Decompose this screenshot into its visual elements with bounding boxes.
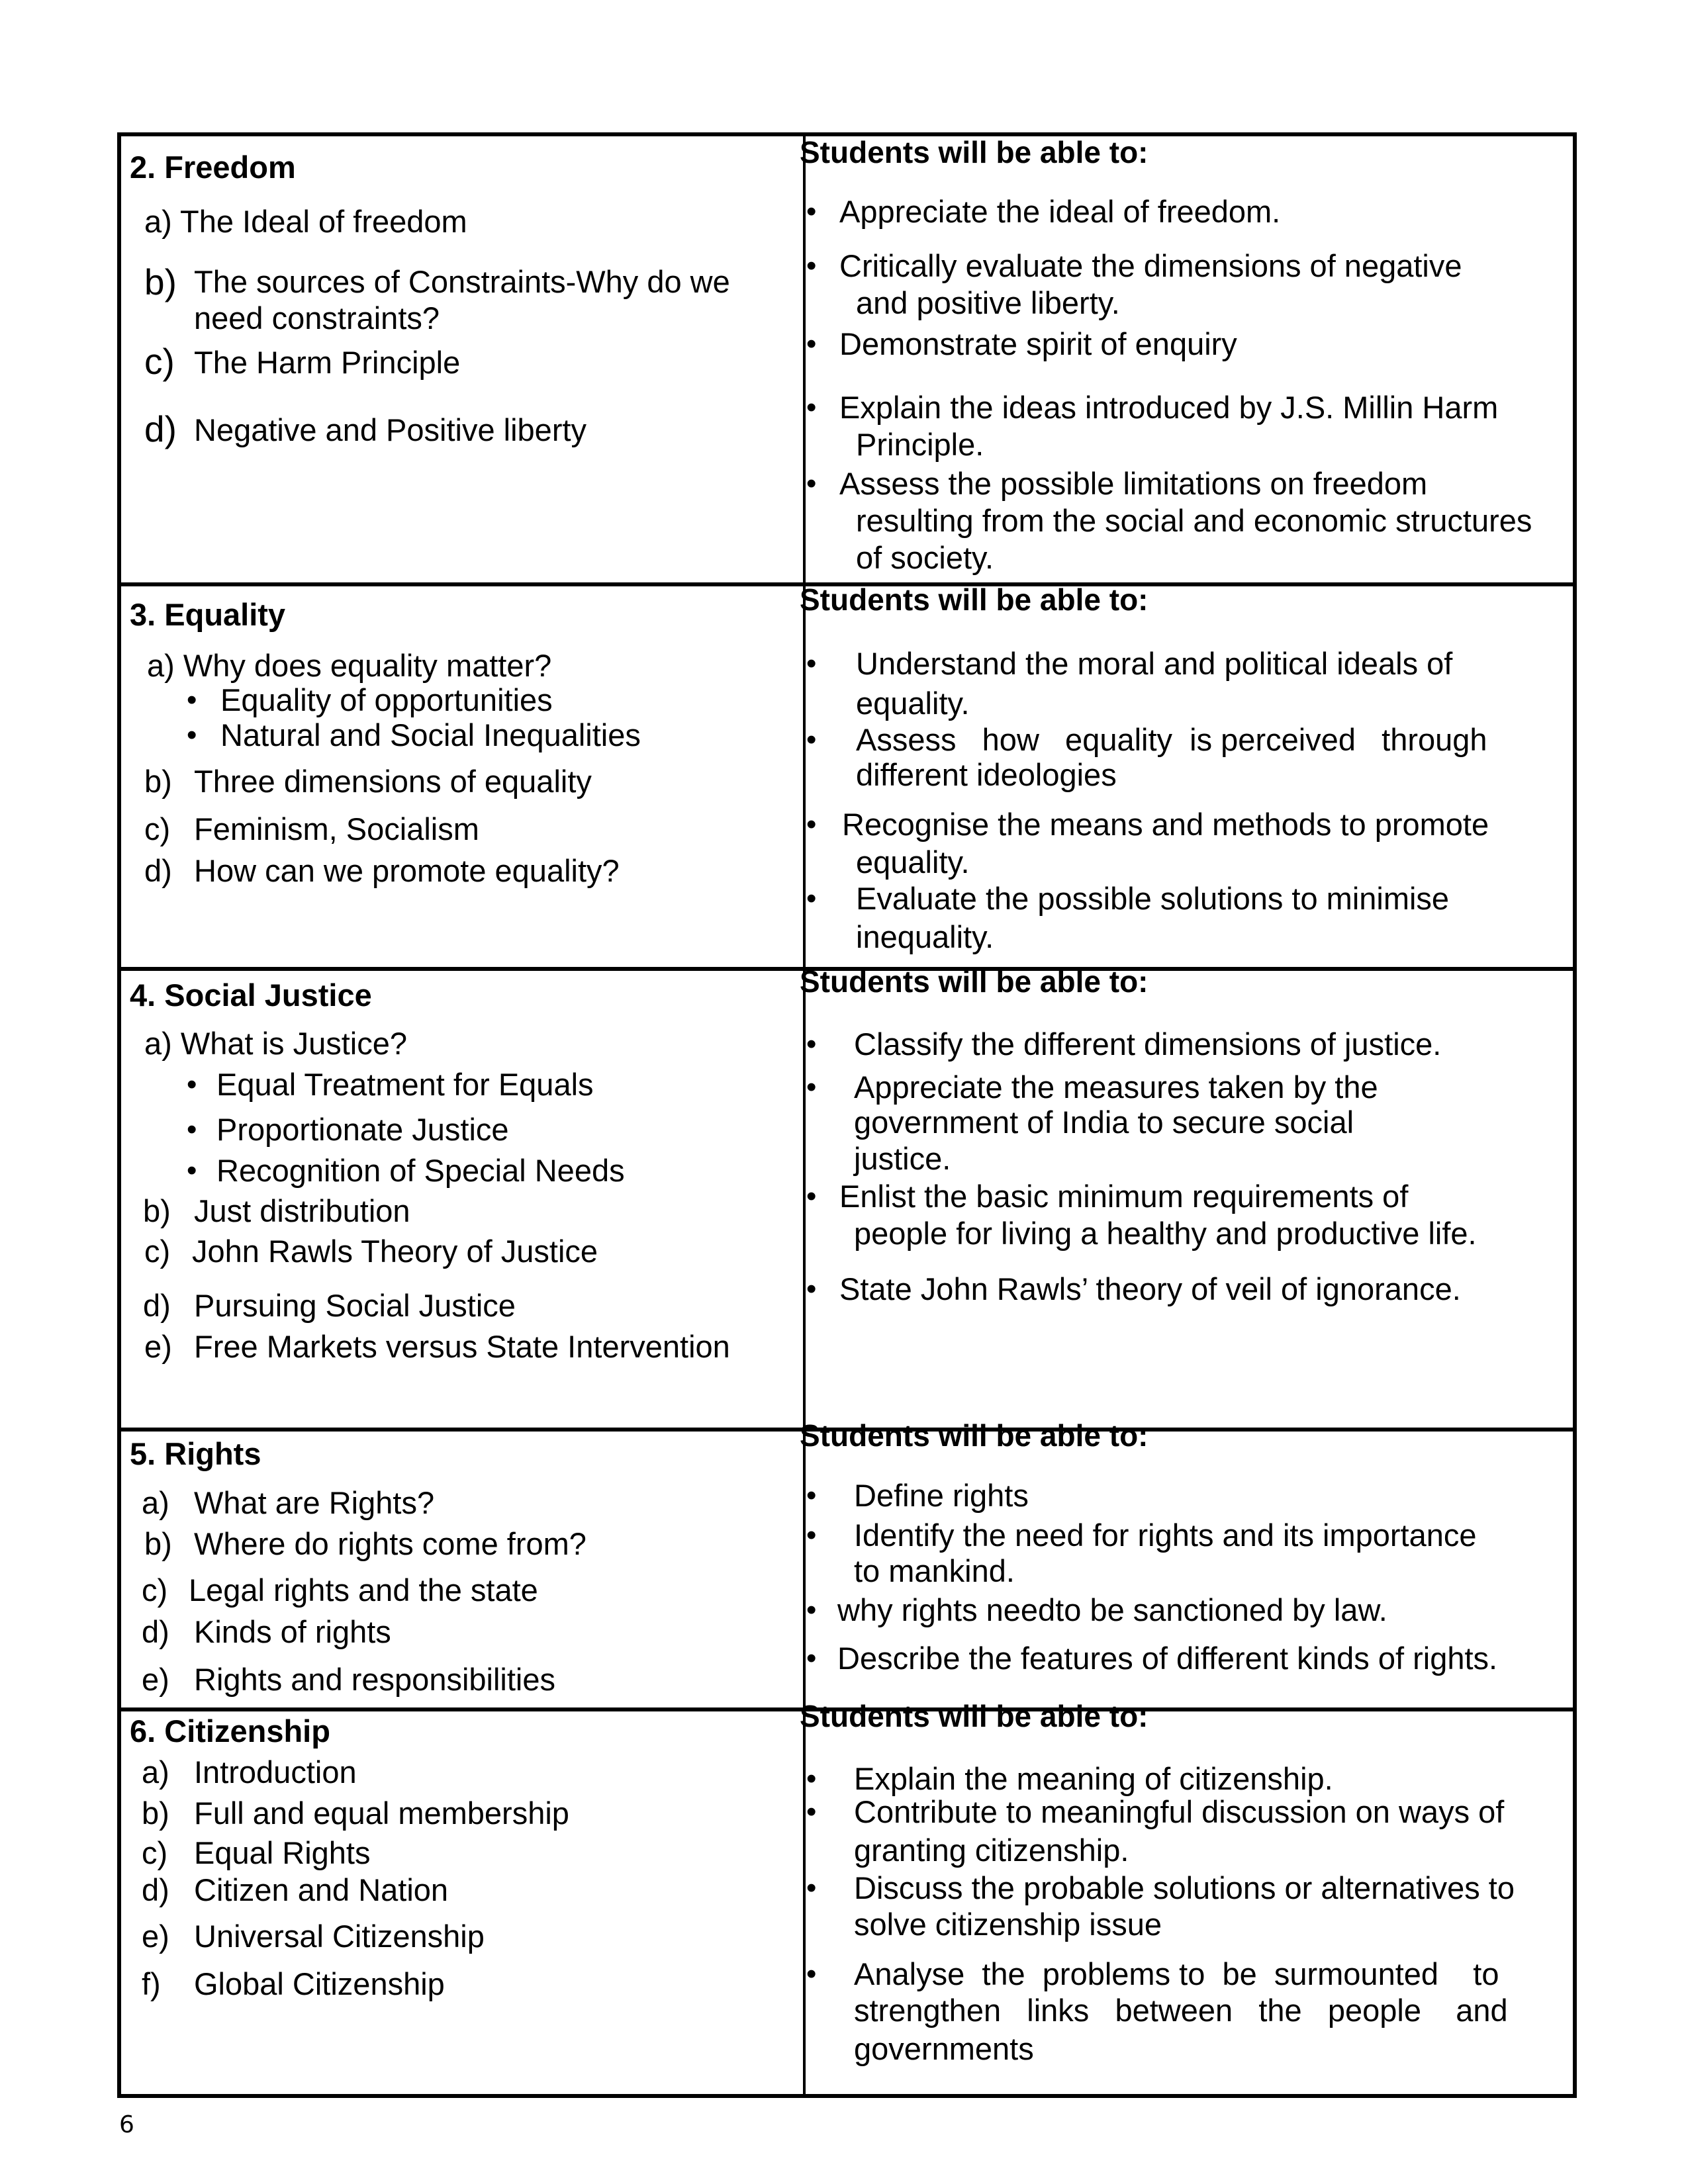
objective-line: equality. xyxy=(856,844,970,880)
unit-title: 3. Equality xyxy=(130,597,286,632)
objective-line: Assess how equality is perceived through xyxy=(856,722,1487,757)
bullet-icon: • xyxy=(806,1273,817,1305)
bullet-icon: • xyxy=(806,328,817,360)
subtopic: Natural and Social Inequalities xyxy=(220,717,641,752)
topic-text: The sources of Constraints-Why do we xyxy=(194,264,730,299)
objectives-heading: Students will be able to: xyxy=(800,964,1149,999)
column-divider xyxy=(803,132,806,2098)
topic-label: b) xyxy=(144,261,177,302)
topic-label: c) xyxy=(142,1835,168,1870)
subtopic: Equal Treatment for Equals xyxy=(216,1067,594,1102)
bullet-icon: • xyxy=(806,723,817,756)
objectives-heading: Students will be able to: xyxy=(800,1699,1149,1733)
subtopic: Proportionate Justice xyxy=(216,1112,509,1147)
topic-item xyxy=(144,1025,407,1062)
topic-label: e) xyxy=(142,1919,169,1954)
objective-line: justice. xyxy=(854,1141,951,1176)
topic-text: Feminism, Socialism xyxy=(194,811,479,846)
objective-line: Enlist the basic minimum requirements of xyxy=(839,1179,1409,1214)
objective-line: solve citizenship issue xyxy=(854,1907,1162,1942)
topic-text: Global Citizenship xyxy=(194,1966,445,2001)
objective-line: Recognise the means and methods to promote xyxy=(842,807,1489,842)
objective-line: Define rights xyxy=(854,1478,1029,1513)
bullet-icon: • xyxy=(187,1154,197,1187)
topic-text: Rights and responsibilities xyxy=(194,1662,556,1697)
topic-text: Free Markets versus State Intervention xyxy=(194,1329,730,1364)
bullet-icon: • xyxy=(806,1028,817,1060)
bullet-icon: • xyxy=(806,1872,817,1904)
topic-label: e) xyxy=(144,1329,172,1364)
objectives-heading: Students will be able to: xyxy=(800,582,1149,617)
objective-line: Discuss the probable solutions or alternatives to xyxy=(854,1870,1515,1905)
objective-line: people for living a healthy and productive life. xyxy=(854,1216,1477,1251)
objective-line: resulting from the social and economic structures xyxy=(856,503,1532,538)
bullet-icon: • xyxy=(187,1113,197,1146)
objective-line: Appreciate the ideal of freedom. xyxy=(839,194,1281,229)
bullet-icon: • xyxy=(806,1479,817,1512)
objective-line: different ideologies xyxy=(856,757,1117,792)
objective-line: State John Rawls’ theory of veil of ignorance. xyxy=(839,1271,1461,1306)
objective-line: Explain the meaning of citizenship. xyxy=(854,1761,1333,1796)
bullet-icon: • xyxy=(806,250,817,282)
objective-line: Principle. xyxy=(856,427,984,462)
objective-line: and positive liberty. xyxy=(856,285,1120,320)
objective-line: to mankind. xyxy=(854,1553,1015,1588)
objective-line: government of India to secure social xyxy=(854,1105,1354,1140)
topic-item xyxy=(144,203,467,240)
topic-label: c) xyxy=(144,811,171,846)
bullet-icon: • xyxy=(806,1796,817,1828)
objectives-heading: Students will be able to: xyxy=(800,1418,1149,1453)
objective-line: granting citizenship. xyxy=(854,1833,1129,1868)
topic-label: b) xyxy=(143,1193,171,1228)
topic-text: Full and equal membership xyxy=(194,1796,569,1831)
objective-line: Evaluate the possible solutions to minimise xyxy=(856,881,1450,916)
bullet-icon: • xyxy=(806,1180,817,1212)
topic-text: Citizen and Nation xyxy=(194,1872,449,1907)
objective-line: Assess the possible limitations on freedom xyxy=(839,466,1428,501)
topic-label: f) xyxy=(142,1966,161,2001)
topic-item xyxy=(147,647,551,684)
objective-line: Demonstrate spirit of enquiry xyxy=(839,326,1237,361)
unit-title: 4. Social Justice xyxy=(130,978,372,1013)
bullet-icon: • xyxy=(806,1519,817,1551)
bullet-icon: • xyxy=(806,1958,817,1990)
objective-line: equality. xyxy=(856,686,970,721)
topic-label: d) xyxy=(142,1614,169,1649)
subtopic: Equality of opportunities xyxy=(220,682,553,717)
topic-label: c) xyxy=(142,1572,168,1608)
topic-label: d) xyxy=(144,853,172,888)
topic-label: c) xyxy=(144,341,175,382)
topic-label: a) xyxy=(144,1026,172,1061)
bullet-icon: • xyxy=(187,684,197,716)
topic-text: Where do rights come from? xyxy=(194,1526,586,1561)
topic-label: b) xyxy=(144,764,172,799)
bullet-icon: • xyxy=(806,467,817,500)
topic-text: The Harm Principle xyxy=(194,345,461,380)
topic-label: a) xyxy=(142,1485,169,1520)
bullet-icon: • xyxy=(806,1762,817,1795)
objective-line: Identify the need for rights and its importance xyxy=(854,1518,1477,1553)
topic-label: d) xyxy=(142,1872,169,1907)
bullet-icon: • xyxy=(806,647,817,680)
topic-label: d) xyxy=(143,1288,171,1323)
topic-text: Why does equality matter? xyxy=(183,648,552,683)
topic-label: a) xyxy=(147,648,175,683)
topic-label: c) xyxy=(144,1234,171,1269)
topic-text: What is Justice? xyxy=(180,1026,408,1061)
objective-line: Explain the ideas introduced by J.S. Millin Harm xyxy=(839,390,1499,425)
bullet-icon: • xyxy=(187,1068,197,1101)
topic-text: Kinds of rights xyxy=(194,1614,391,1649)
unit-title: 2. Freedom xyxy=(130,150,296,185)
objectives-heading: Students will be able to: xyxy=(800,135,1149,169)
topic-label: a) xyxy=(142,1754,169,1790)
bullet-icon: • xyxy=(806,391,817,424)
objective-line: Describe the features of different kinds of rights. xyxy=(837,1641,1498,1676)
objective-line: governments xyxy=(854,2031,1034,2066)
topic-text: Introduction xyxy=(194,1754,357,1790)
objective-line: of society. xyxy=(856,540,994,575)
bullet-icon: • xyxy=(806,808,817,841)
objective-line: Contribute to meaningful discussion on ways of xyxy=(854,1794,1505,1829)
objective-line: Understand the moral and political ideals of xyxy=(856,646,1453,681)
bullet-icon: • xyxy=(806,195,817,228)
topic-label: d) xyxy=(144,408,177,449)
bullet-icon: • xyxy=(806,882,817,915)
topic-text: What are Rights? xyxy=(194,1485,435,1520)
topic-text: Universal Citizenship xyxy=(194,1919,485,1954)
bullet-icon: • xyxy=(806,1071,817,1103)
unit-title: 6. Citizenship xyxy=(130,1713,330,1749)
topic-text: How can we promote equality? xyxy=(194,853,620,888)
subtopic: Recognition of Special Needs xyxy=(216,1153,625,1188)
topic-text: Just distribution xyxy=(194,1193,410,1228)
page-number: 6 xyxy=(119,2111,134,2138)
objective-line: Appreciate the measures taken by the xyxy=(854,1069,1378,1105)
objective-line: Classify the different dimensions of justice. xyxy=(854,1026,1442,1062)
topic-text: The Ideal of freedom xyxy=(180,204,467,239)
topic-text: Equal Rights xyxy=(194,1835,371,1870)
topic-text: Legal rights and the state xyxy=(189,1572,538,1608)
objective-line: why rights needto be sanctioned by law. xyxy=(837,1592,1387,1627)
topic-label: b) xyxy=(144,1526,172,1561)
objective-line: strengthen links between the people and xyxy=(854,1993,1508,2028)
unit-title: 5. Rights xyxy=(130,1436,261,1471)
bullet-icon: • xyxy=(806,1594,817,1626)
topic-text: Negative and Positive liberty xyxy=(194,412,587,447)
objective-line: inequality. xyxy=(856,919,994,954)
topic-text: Pursuing Social Justice xyxy=(194,1288,516,1323)
bullet-icon: • xyxy=(187,719,197,751)
topic-label: a) xyxy=(144,204,172,239)
topic-label: b) xyxy=(142,1796,169,1831)
topic-text: John Rawls Theory of Justice xyxy=(192,1234,598,1269)
topic-label: e) xyxy=(142,1662,169,1697)
bullet-icon: • xyxy=(806,1642,817,1674)
topic-text-cont: need constraints? xyxy=(194,300,440,336)
objective-line: Analyse the problems to be surmounted to xyxy=(854,1956,1499,1991)
topic-text: Three dimensions of equality xyxy=(194,764,592,799)
objective-line: Critically evaluate the dimensions of negative xyxy=(839,248,1462,283)
